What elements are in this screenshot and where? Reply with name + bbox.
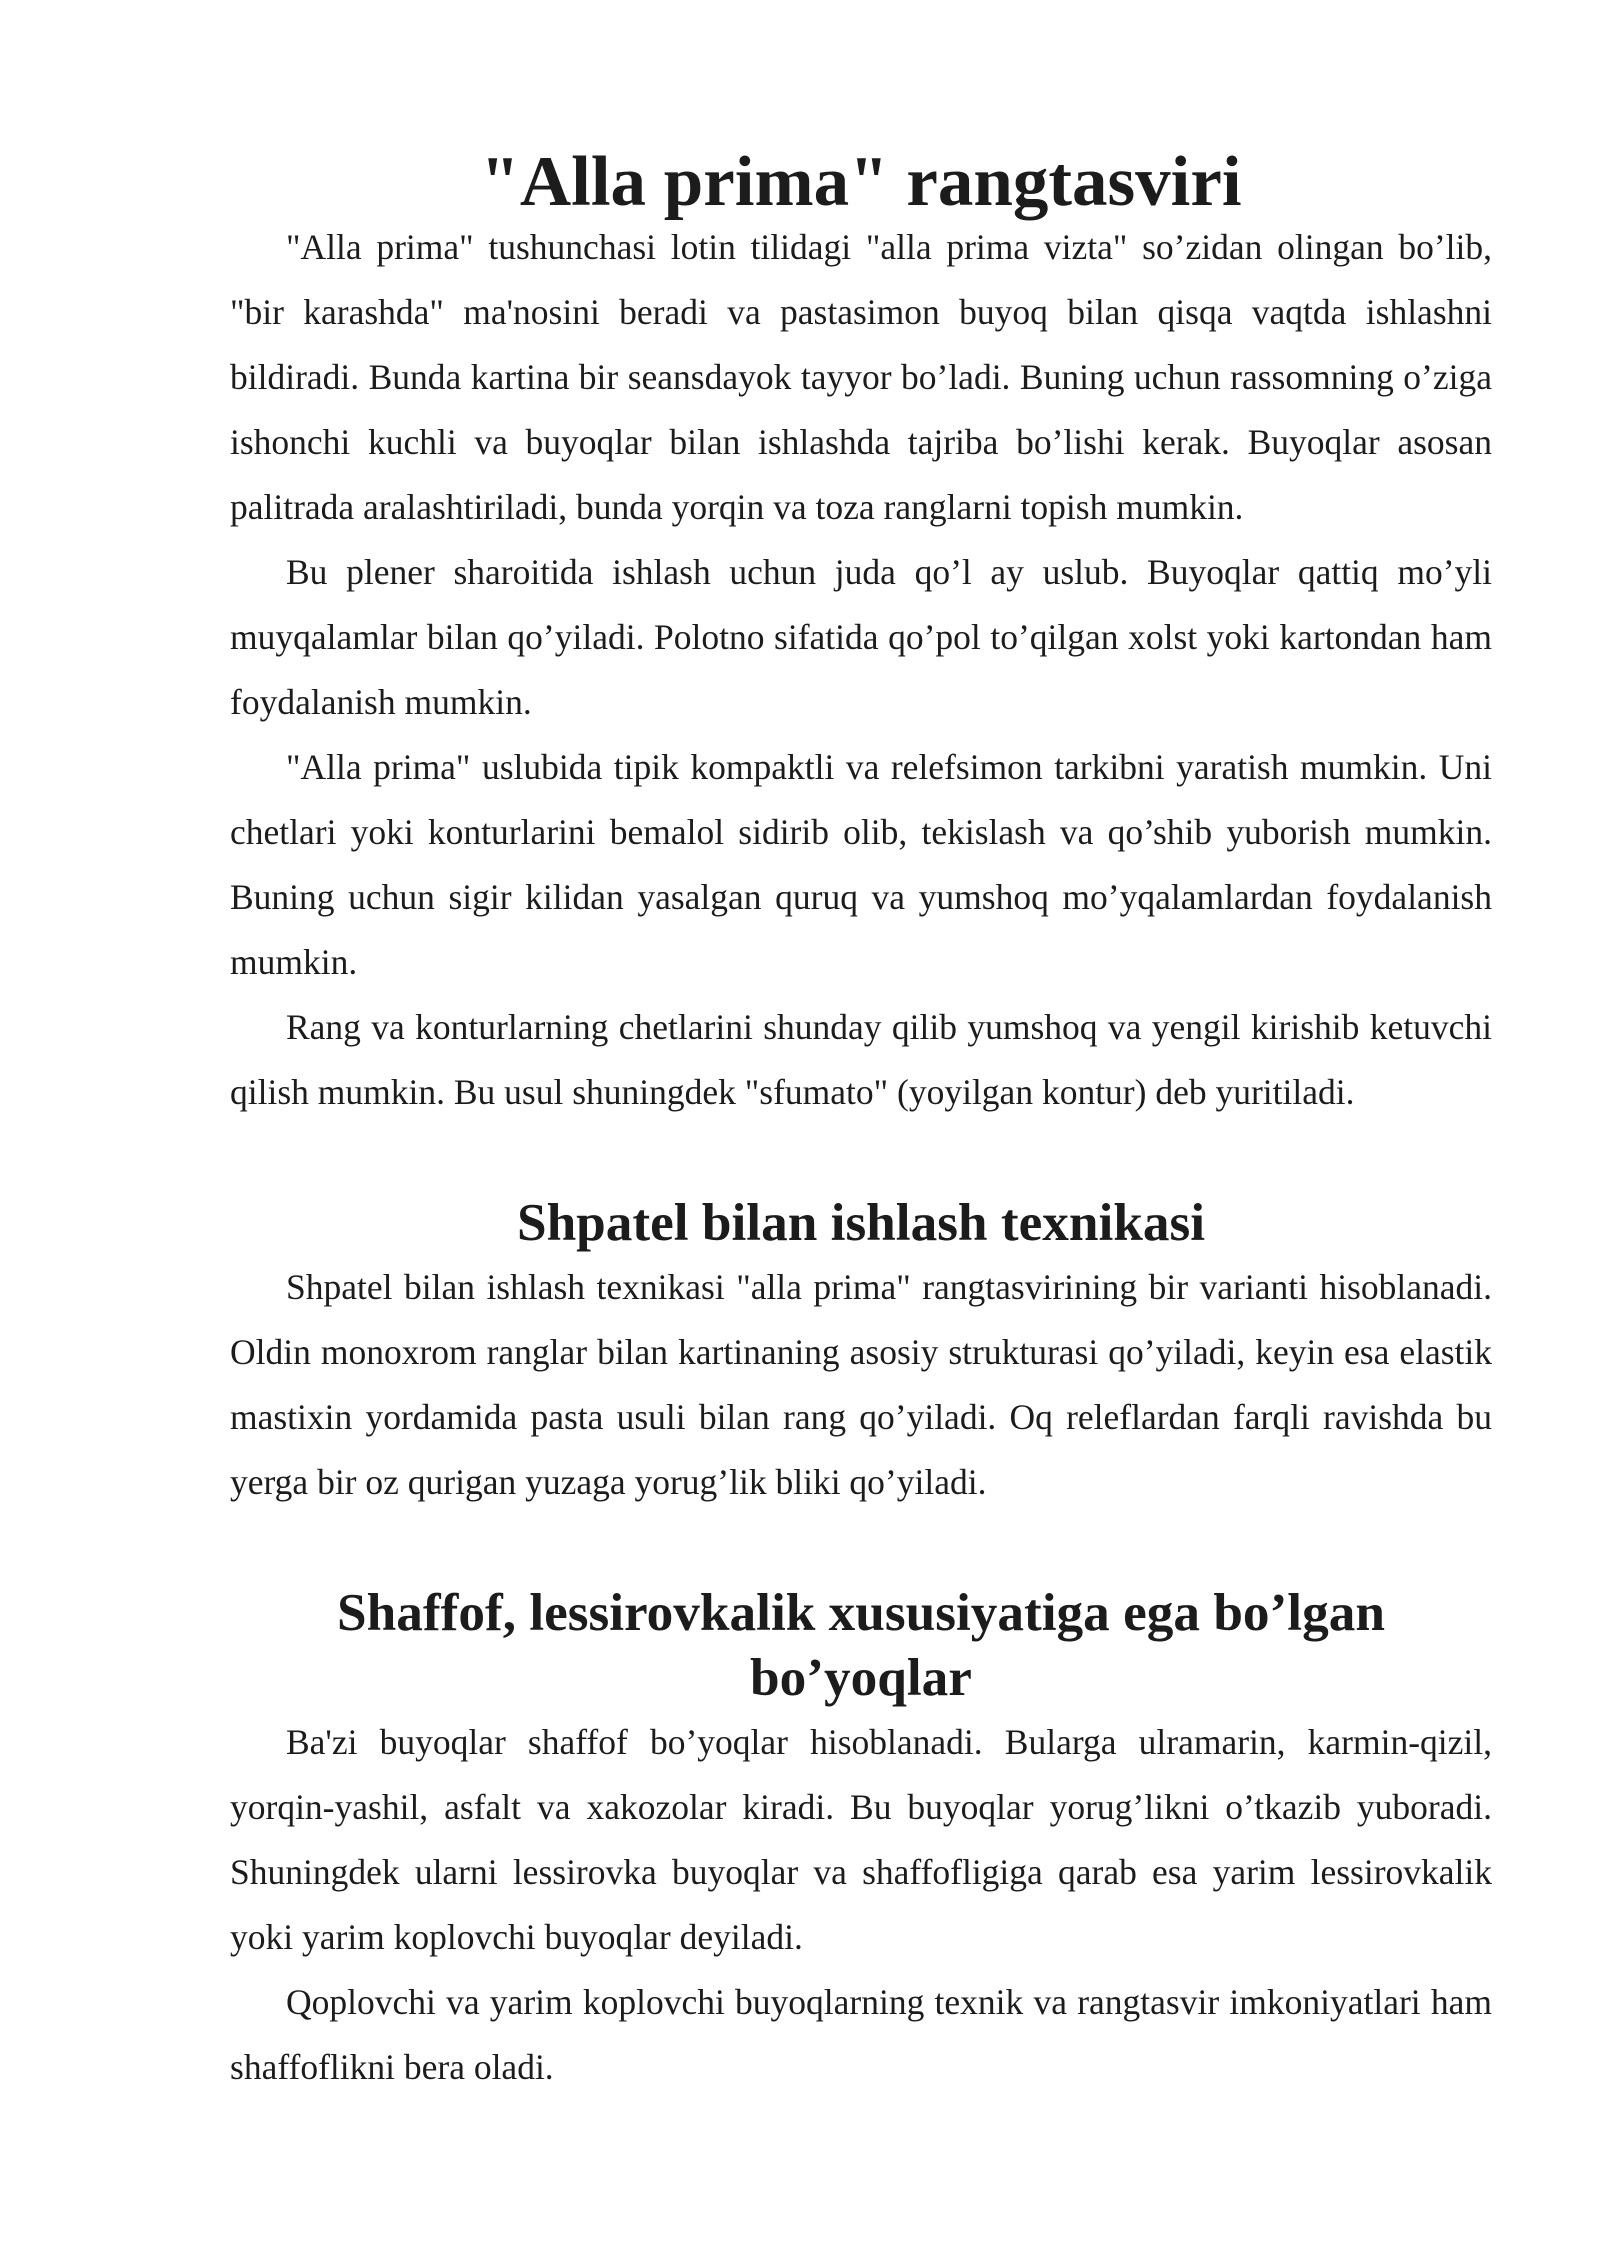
section-heading: Shaffof, lessirovkalik xususiyatiga ega bo’lgan bo’yoqlar bbox=[337, 1583, 1385, 1707]
section-shaffof bbox=[230, 1580, 1492, 2100]
section-shpatel bbox=[230, 1190, 1492, 1515]
section-spacer bbox=[230, 1125, 1492, 1190]
section-heading: "Alla prima" rangtasviri bbox=[480, 143, 1242, 221]
paragraph: "Alla prima" uslubida tipik kompaktli va relefsimon tarkibni yaratish mumkin. Uni chetlari yoki konturlarini bemalol sidirib olib, tekislash va qo’shib yuborish mumkin. Buning uchun sigir kilidan yasalgan quruq va yumshoq mo’yqalamlardan foydalanish mumkin. bbox=[230, 747, 1492, 982]
paragraph: Rang va konturlarning chetlarini shunday qilib yumshoq va yengil kirishib ketuvchi qilish mumkin. Bu usul shuningdek "sfumato" (yoyilgan kontur) deb yuritiladi. bbox=[230, 1007, 1492, 1112]
document-page bbox=[230, 143, 1492, 2100]
paragraph: Bu plener sharoitida ishlash uchun juda qo’l ay uslub. Buyoqlar qattiq mo’yli muyqalamlar bilan qo’yiladi. Polotno sifatida qo’pol to’qilgan xolst yoki kartondan ham foydalanish mumkin. bbox=[230, 552, 1492, 722]
paragraph: Ba'zi buyoqlar shaffof bo’yoqlar hisoblanadi. Bularga ulramarin, karmin-qizil, yorqin-yashil, asfalt va xakozolar kiradi. Bu buyoqlar yorug’likni o’tkazib yuboradi. Shuningdek ularni lessirovka buyoqlar va shaffofligiga qarab esa yarim lessirovkalik yoki yarim koplovchi buyoqlar deyiladi. bbox=[230, 1722, 1492, 1957]
section-heading: Shpatel bilan ishlash texnikasi bbox=[516, 1193, 1206, 1252]
section-spacer bbox=[230, 1515, 1492, 1580]
section-alla-prima bbox=[230, 143, 1492, 1125]
paragraph: Shpatel bilan ishlash texnikasi "alla prima" rangtasvirining bir varianti hisoblanadi. Oldin monoxrom ranglar bilan kartinaning asosiy strukturasi qo’yiladi, keyin esa elastik mastixin yordamida pasta usuli bilan rang qo’yiladi. Oq releflardan farqli ravishda bu yerga bir oz qurigan yuzaga yorug’lik bliki qo’yiladi. bbox=[230, 1267, 1492, 1502]
paragraph: "Alla prima" tushunchasi lotin tilidagi "alla prima vizta" so’zidan olingan bo’lib, "bir karashda" ma'nosini beradi va pastasimon buyoq bilan qisqa vaqtda ishlashni bildiradi. Bunda kartina bir seansdayok tayyor bo’ladi. Buning uchun rassomning o’ziga ishonchi kuchli va buyoqlar bilan ishlashda tajriba bo’lishi kerak. Buyoqlar asosan palitrada aralashtiriladi, bunda yorqin va toza ranglarni topish mumkin. bbox=[230, 227, 1492, 527]
paragraph: Qoplovchi va yarim koplovchi buyoqlarning texnik va rangtasvir imkoniyatlari ham shaffoflikni bera oladi. bbox=[230, 1982, 1492, 2087]
